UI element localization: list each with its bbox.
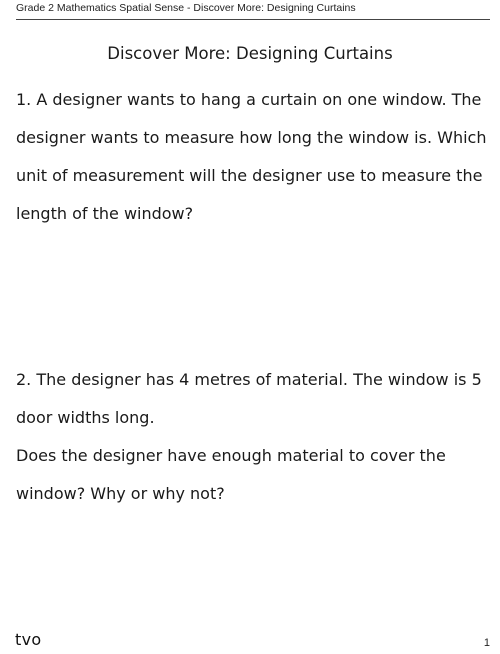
- question-2-text: 2. The designer has 4 metres of material. The window is 5 door widths long.: [16, 370, 482, 427]
- tvo-logo: tvo: [15, 630, 42, 649]
- running-header: Grade 2 Mathematics Spatial Sense - Discover More: Designing Curtains: [16, 0, 490, 20]
- page-number: 1: [483, 637, 490, 649]
- question-2-followup: Does the designer have enough material to cover the window? Why or why not?: [16, 446, 446, 503]
- question-2: [16, 361, 492, 513]
- question-1: [16, 81, 492, 233]
- page-title: Discover More: Designing Curtains: [107, 44, 393, 63]
- question-1-text: 1. A designer wants to hang a curtain on one window. The designer wants to measure how long the window is. Which unit of measurement will the designer use to measure the length of the window?: [16, 90, 487, 223]
